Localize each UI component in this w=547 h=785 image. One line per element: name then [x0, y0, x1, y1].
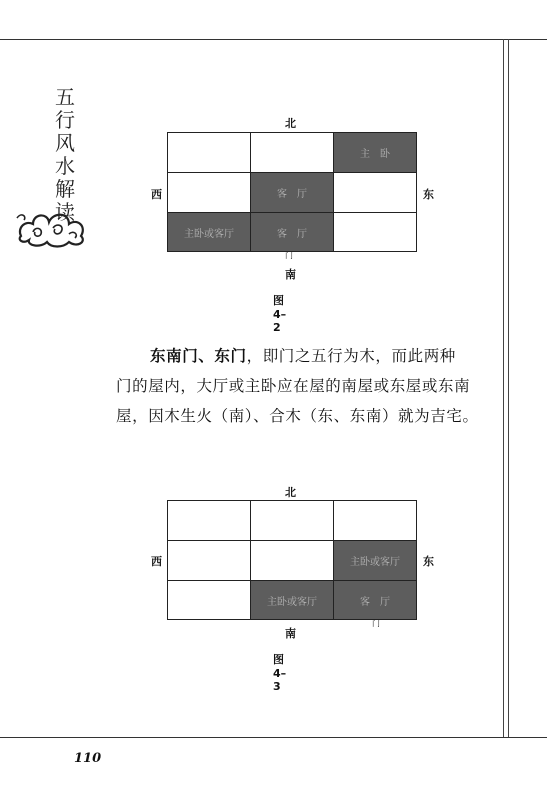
south-label: 南 — [285, 268, 296, 281]
book-title-char: 水 — [55, 154, 75, 178]
paragraph-first-line — [116, 341, 486, 371]
north-label: 北 — [285, 486, 296, 499]
grid-cell: 客 厅 — [333, 580, 417, 620]
paragraph-rest: 门的屋内，大厅或主卧应在屋的南屋或东屋或东南屋，因木生火（南）、合木（东、东南）就为吉宅。 — [116, 377, 479, 425]
figure-caption: 图 4–2 — [273, 294, 287, 334]
grid-cell — [250, 500, 334, 541]
north-label: 北 — [285, 117, 296, 130]
book-title-char: 五 — [55, 85, 75, 109]
south-label: 南 — [285, 627, 296, 640]
book-title — [52, 86, 78, 224]
book-title-char: 风 — [55, 131, 75, 155]
page-number: 110 — [74, 751, 102, 766]
door-label: 门 — [285, 251, 293, 260]
figure-caption: 图 4–3 — [273, 653, 287, 693]
grid-cell — [167, 500, 251, 541]
book-title-char: 读 — [55, 200, 75, 224]
grid-cell — [333, 172, 417, 213]
book-title-char: 解 — [55, 177, 75, 201]
grid-cell — [167, 540, 251, 581]
body-paragraph — [116, 341, 486, 431]
grid-cell — [333, 500, 417, 541]
grid-cell — [250, 132, 334, 173]
grid-cell — [167, 172, 251, 213]
grid-cell: 主卧或客厅 — [333, 540, 417, 581]
paragraph-lead: 东南门、东门 — [150, 346, 247, 365]
grid-cell — [250, 540, 334, 581]
paragraph-line1-rest: ，即门之五行为木，而此两种 — [246, 347, 456, 365]
grid-cell: 客 厅 — [250, 212, 334, 252]
margin-rule — [503, 39, 504, 737]
cloud-ornament-icon — [15, 206, 89, 248]
grid-cell: 主 卧 — [333, 132, 417, 173]
west-label: 西 — [151, 555, 162, 568]
grid-cell — [167, 580, 251, 620]
grid-cell: 主卧或客厅 — [167, 212, 251, 252]
door-label: 门 — [372, 619, 380, 628]
bottom-rule — [0, 737, 547, 738]
grid-cell — [167, 132, 251, 173]
top-rule — [0, 39, 547, 40]
grid-cell: 客 厅 — [250, 172, 334, 213]
grid-cell — [333, 212, 417, 252]
east-label: 东 — [423, 555, 434, 568]
book-title-char: 行 — [55, 108, 75, 132]
east-label: 东 — [423, 188, 434, 201]
west-label: 西 — [151, 188, 162, 201]
grid-cell: 主卧或客厅 — [250, 580, 334, 620]
margin-rule — [508, 39, 509, 737]
